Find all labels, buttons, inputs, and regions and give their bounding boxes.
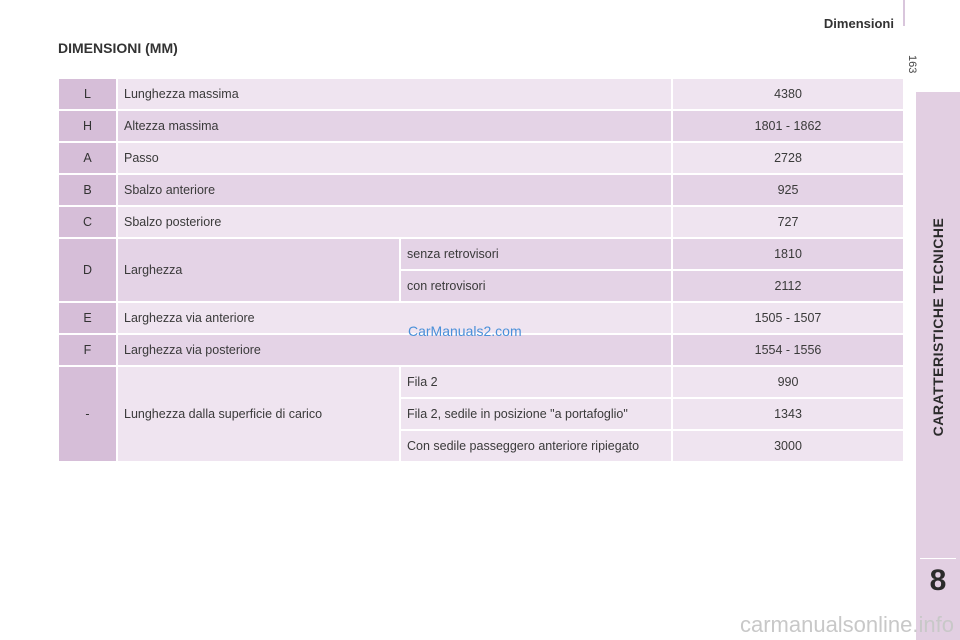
table-row [59,207,903,237]
dimension-code: E [59,303,116,333]
chapter-side-tab [916,92,960,640]
dimension-sub-label: Con sedile passeggero anteriore ripiegato [401,431,671,461]
dimension-value: 2728 [673,143,903,173]
dimension-code: F [59,335,116,365]
dimension-value: 2112 [673,271,903,301]
chapter-tab-label-box [916,92,960,562]
dimension-value: 990 [673,367,903,397]
dimension-value: 925 [673,175,903,205]
chapter-number: 8 [929,564,947,597]
dimension-label: Altezza massima [118,111,671,141]
table-row [59,175,903,205]
table-row [59,367,903,397]
watermark-carmanuals2: CarManuals2.com [408,323,522,339]
dimension-label: Lunghezza massima [118,79,671,109]
table-row [59,143,903,173]
dimension-code: A [59,143,116,173]
dimension-value: 4380 [673,79,903,109]
dimension-sub-label: Fila 2 [401,367,671,397]
chapter-tab-label: CARATTERISTICHE TECNICHE [930,217,946,437]
header-accent-bar [903,0,905,26]
dimension-code: L [59,79,116,109]
dimension-code: H [59,111,116,141]
chapter-tab-divider [920,558,956,559]
dimension-label: Sbalzo anteriore [118,175,671,205]
table-row [59,111,903,141]
page-header-title: Dimensioni [823,16,894,31]
page-number: 163 [906,55,918,74]
dimension-label: Larghezza via posteriore [118,335,671,365]
table-row [59,335,903,365]
dimension-sub-label: con retrovisori [401,271,671,301]
dimension-value: 1343 [673,399,903,429]
table-row [59,239,903,269]
dimension-value: 1810 [673,239,903,269]
dimensions-table [57,77,905,463]
dimension-label: Larghezza via anteriore [118,303,671,333]
dimension-label: Larghezza [118,239,399,301]
dimension-value: 1801 - 1862 [673,111,903,141]
dimension-sub-label: senza retrovisori [401,239,671,269]
dimension-code: C [59,207,116,237]
dimension-code: - [59,367,116,461]
dimension-sub-label: Fila 2, sedile in posizione "a portafoglio" [401,399,671,429]
dimension-value: 727 [673,207,903,237]
dimension-value: 3000 [673,431,903,461]
section-title: DIMENSIONI (MM) [58,40,178,56]
dimension-value: 1505 - 1507 [673,303,903,333]
dimension-value: 1554 - 1556 [673,335,903,365]
dimension-label: Lunghezza dalla superficie di carico [118,367,399,461]
dimension-code: B [59,175,116,205]
dimension-label: Sbalzo posteriore [118,207,671,237]
watermark-carmanualsonline: carmanualsonline.info [739,612,954,637]
table-row [59,79,903,109]
dimension-code: D [59,239,116,301]
dimension-label: Passo [118,143,671,173]
